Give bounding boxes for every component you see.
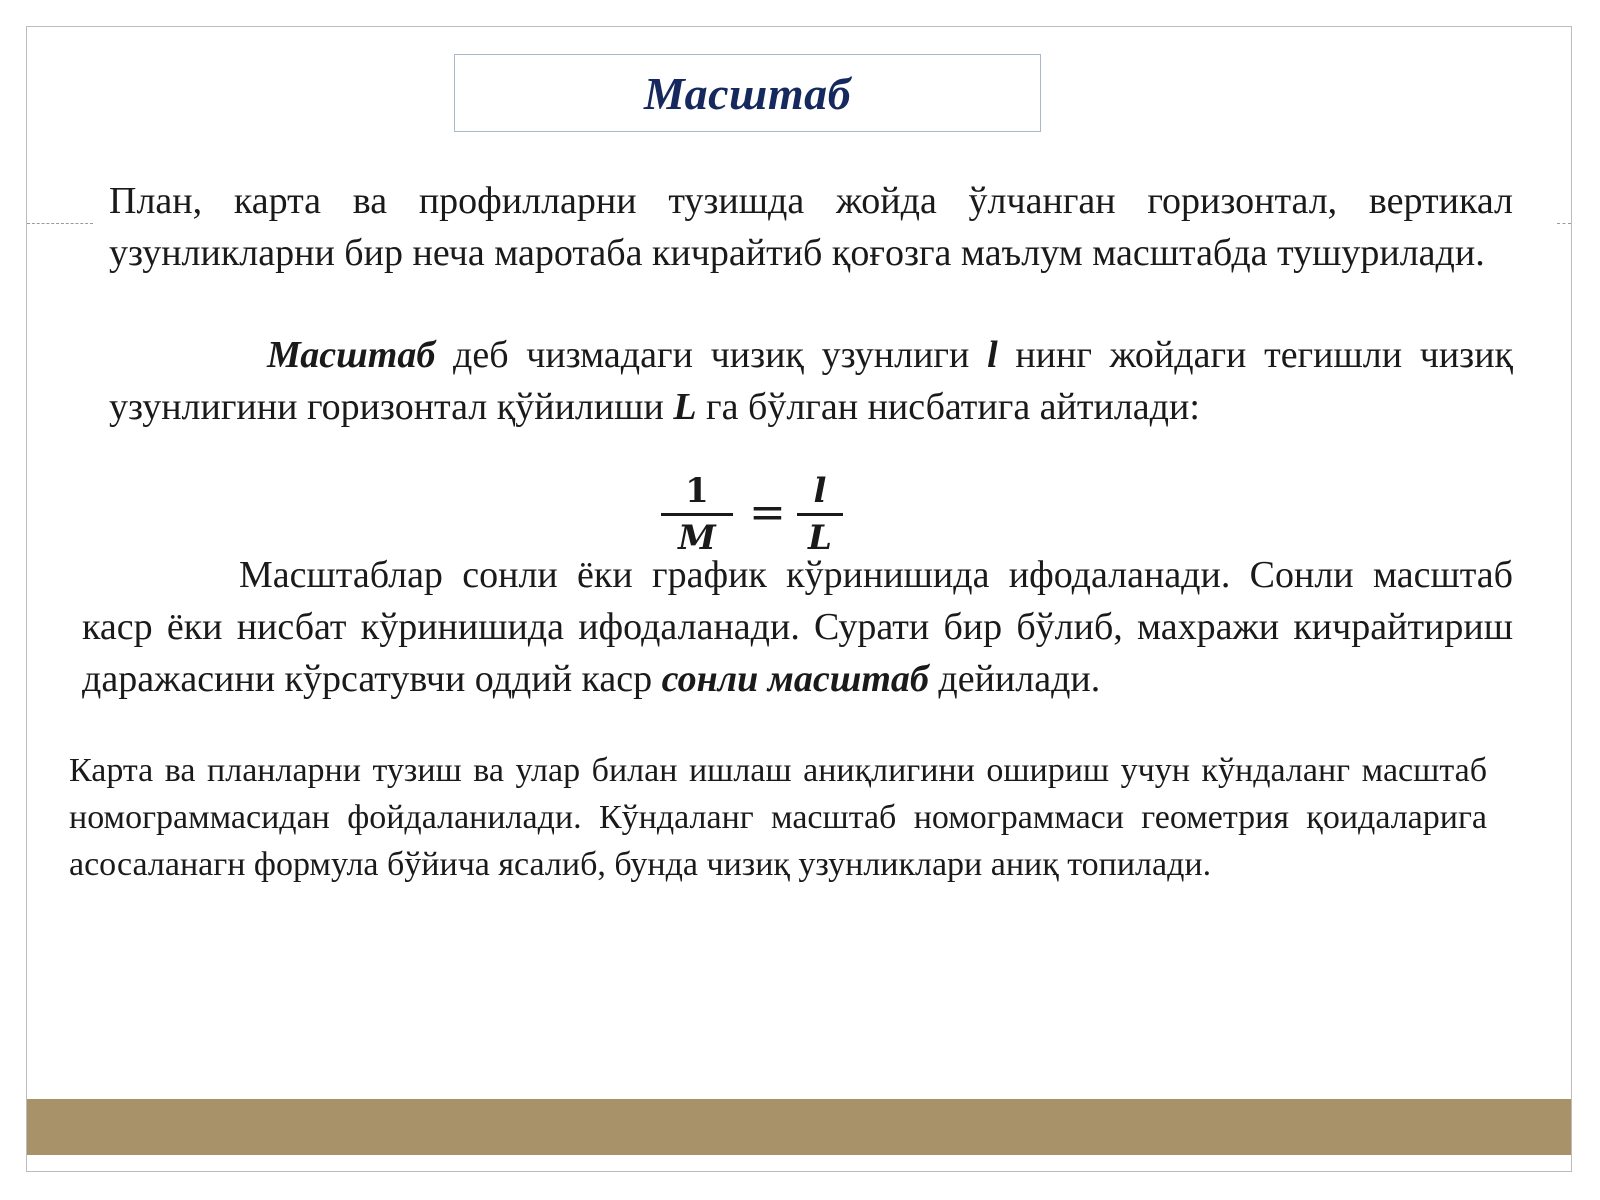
numeric-scale-text: Масштаблар сонли ёки график кўринишида ифодаланади. Сонли масштаб каср ёки нисбат кўринишида ифодаланади. Сурати бир бўлиб, махражи кичрайтириш даражасини кўрсатувчи оддий каср	[82, 554, 1513, 700]
definition-part-1: деб чизмадаги чизиқ узунлиги	[435, 334, 988, 376]
left-dashed-guide	[27, 223, 93, 224]
fraction-denominator-L: L	[808, 518, 832, 558]
paragraph-plan-map: План, карта ва профилларни тузишда жойда ўлчанган горизонтал, вертикал узунликларни бир неча маротаба кичрайтиб қоғозга маълум масштабда тушурилади.	[109, 180, 1513, 274]
fraction-bar	[797, 513, 843, 516]
definition-part-2: нинг жойдаги тегишли чизиқ узунлигини горизонтал қўйилиши	[109, 334, 1513, 428]
symbol-small-l: l	[987, 334, 998, 376]
numeric-scale-tail: дейилади.	[928, 658, 1101, 700]
paragraph-scale-definition	[109, 329, 1513, 433]
definition-part-3: га бўлган нисбатига айтилади:	[696, 386, 1200, 428]
slide-title: Масштаб	[643, 67, 852, 119]
fraction-numerator-one: 1	[685, 471, 709, 511]
fraction-one-over-m	[661, 471, 733, 558]
fraction-numerator-l: l	[813, 471, 827, 511]
slide	[26, 26, 1572, 1172]
paragraph-numeric-scale	[82, 549, 1513, 705]
symbol-capital-L: L	[673, 386, 697, 428]
fraction-denominator-m: M	[678, 518, 716, 558]
term-numeric-scale: сонли масштаб	[661, 658, 929, 700]
equals-sign: =	[749, 487, 786, 538]
footer-bar	[27, 1099, 1571, 1155]
scale-formula	[661, 471, 851, 557]
fraction-l-over-L	[797, 471, 843, 558]
right-dashed-guide	[1557, 223, 1571, 224]
term-scale: Масштаб	[267, 334, 436, 376]
title-box	[454, 54, 1041, 132]
paragraph-transverse-scale: Карта ва планларни тузиш ва улар билан ишлаш аниқлигини ошириш учун кўндаланг масштаб номограммасидан фойдаланилади. Кўндаланг масштаб номограммаси геометрия қоидаларига асосаланагн формула бўйича ясалиб, бунда чизиқ узунликлари аниқ топилади.	[69, 752, 1487, 883]
fraction-bar	[661, 513, 733, 516]
